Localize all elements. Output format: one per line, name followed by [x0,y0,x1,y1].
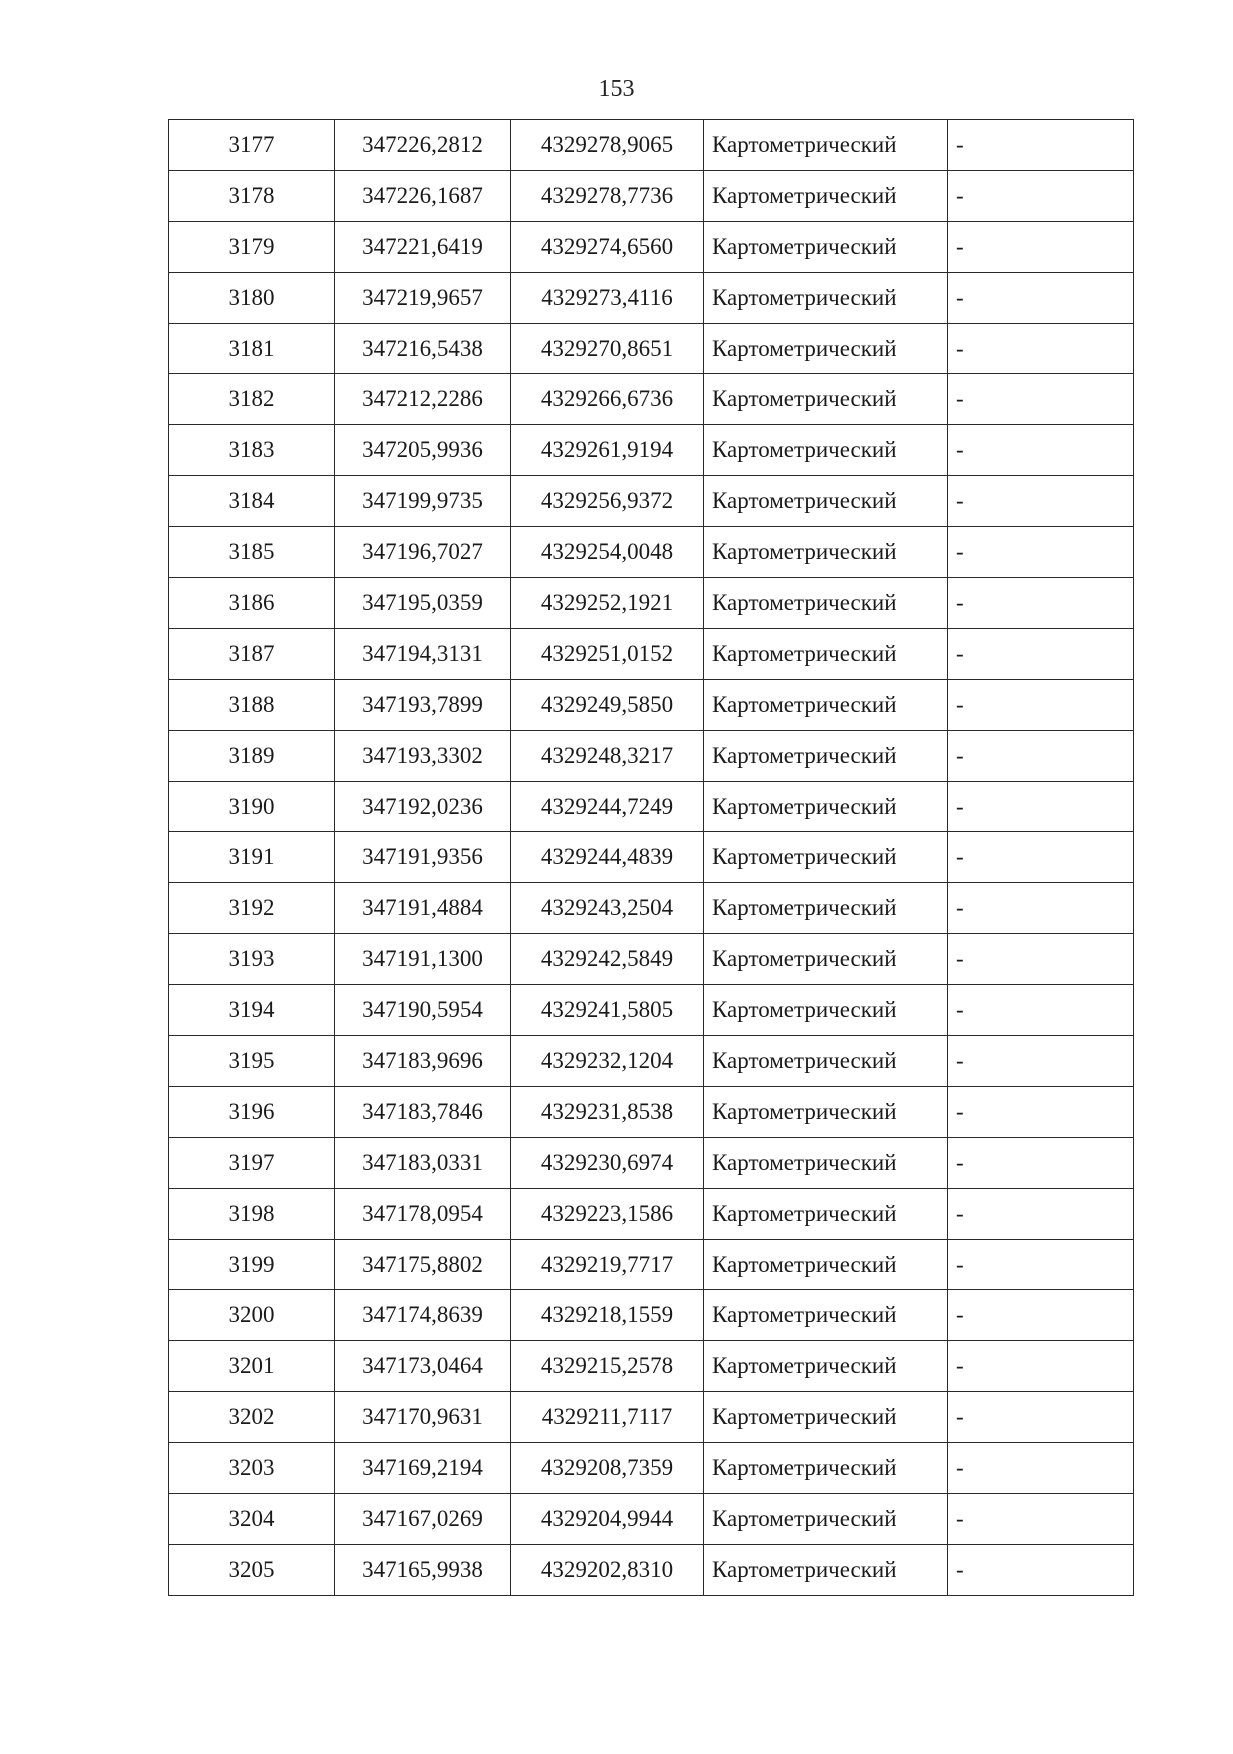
method-cell: Картометрический [704,1188,948,1239]
x-coordinate-cell: 347191,9356 [335,832,511,883]
y-coordinate-cell: 4329256,9372 [511,476,704,527]
x-coordinate-cell: 347174,8639 [335,1290,511,1341]
method-cell: Картометрический [704,1392,948,1443]
method-cell: Картометрический [704,323,948,374]
y-coordinate-cell: 4329219,7717 [511,1239,704,1290]
error-cell: - [948,1137,1134,1188]
error-cell: - [948,425,1134,476]
y-coordinate-cell: 4329270,8651 [511,323,704,374]
x-coordinate-cell: 347190,5954 [335,985,511,1036]
point-number-cell: 3204 [169,1494,335,1545]
point-number-cell: 3180 [169,272,335,323]
x-coordinate-cell: 347169,2194 [335,1443,511,1494]
y-coordinate-cell: 4329223,1586 [511,1188,704,1239]
point-number-cell: 3201 [169,1341,335,1392]
x-coordinate-cell: 347175,8802 [335,1239,511,1290]
y-coordinate-cell: 4329241,5805 [511,985,704,1036]
point-number-cell: 3177 [169,120,335,171]
error-cell: - [948,272,1134,323]
point-number-cell: 3200 [169,1290,335,1341]
x-coordinate-cell: 347191,1300 [335,934,511,985]
y-coordinate-cell: 4329230,6974 [511,1137,704,1188]
error-cell: - [948,832,1134,883]
point-number-cell: 3199 [169,1239,335,1290]
table-row [169,1290,1134,1341]
method-cell: Картометрический [704,1443,948,1494]
x-coordinate-cell: 347183,0331 [335,1137,511,1188]
method-cell: Картометрический [704,730,948,781]
method-cell: Картометрический [704,934,948,985]
point-number-cell: 3198 [169,1188,335,1239]
error-cell: - [948,170,1134,221]
point-number-cell: 3188 [169,679,335,730]
point-number-cell: 3191 [169,832,335,883]
table-row [169,1443,1134,1494]
method-cell: Картометрический [704,832,948,883]
table-row [169,781,1134,832]
point-number-cell: 3184 [169,476,335,527]
y-coordinate-cell: 4329273,4116 [511,272,704,323]
point-number-cell: 3194 [169,985,335,1036]
x-coordinate-cell: 347216,5438 [335,323,511,374]
error-cell: - [948,1443,1134,1494]
method-cell: Картометрический [704,1239,948,1290]
point-number-cell: 3202 [169,1392,335,1443]
point-number-cell: 3193 [169,934,335,985]
error-cell: - [948,985,1134,1036]
x-coordinate-cell: 347178,0954 [335,1188,511,1239]
error-cell: - [948,1036,1134,1087]
table-row [169,1036,1134,1087]
table-row [169,1137,1134,1188]
table-row [169,1239,1134,1290]
x-coordinate-cell: 347183,7846 [335,1086,511,1137]
error-cell: - [948,374,1134,425]
error-cell: - [948,679,1134,730]
point-number-cell: 3190 [169,781,335,832]
y-coordinate-cell: 4329274,6560 [511,221,704,272]
method-cell: Картометрический [704,781,948,832]
method-cell: Картометрический [704,425,948,476]
point-number-cell: 3181 [169,323,335,374]
table-row [169,1341,1134,1392]
error-cell: - [948,527,1134,578]
y-coordinate-cell: 4329278,7736 [511,170,704,221]
error-cell: - [948,934,1134,985]
table-row [169,476,1134,527]
method-cell: Картометрический [704,628,948,679]
y-coordinate-cell: 4329254,0048 [511,527,704,578]
error-cell: - [948,1392,1134,1443]
y-coordinate-cell: 4329244,4839 [511,832,704,883]
error-cell: - [948,1239,1134,1290]
method-cell: Картометрический [704,527,948,578]
error-cell: - [948,323,1134,374]
table-row [169,578,1134,629]
x-coordinate-cell: 347212,2286 [335,374,511,425]
table-row [169,374,1134,425]
point-number-cell: 3178 [169,170,335,221]
y-coordinate-cell: 4329215,2578 [511,1341,704,1392]
point-number-cell: 3189 [169,730,335,781]
y-coordinate-cell: 4329249,5850 [511,679,704,730]
point-number-cell: 3187 [169,628,335,679]
table-row [169,832,1134,883]
error-cell: - [948,1341,1134,1392]
table-row [169,425,1134,476]
table-row [169,730,1134,781]
point-number-cell: 3183 [169,425,335,476]
y-coordinate-cell: 4329211,7117 [511,1392,704,1443]
y-coordinate-cell: 4329251,0152 [511,628,704,679]
x-coordinate-cell: 347219,9657 [335,272,511,323]
x-coordinate-cell: 347205,9936 [335,425,511,476]
table-row [169,527,1134,578]
y-coordinate-cell: 4329202,8310 [511,1544,704,1595]
y-coordinate-cell: 4329232,1204 [511,1036,704,1087]
method-cell: Картометрический [704,1544,948,1595]
x-coordinate-cell: 347173,0464 [335,1341,511,1392]
y-coordinate-cell: 4329261,9194 [511,425,704,476]
method-cell: Картометрический [704,1290,948,1341]
point-number-cell: 3195 [169,1036,335,1087]
error-cell: - [948,120,1134,171]
error-cell: - [948,1188,1134,1239]
error-cell: - [948,221,1134,272]
point-number-cell: 3185 [169,527,335,578]
error-cell: - [948,1544,1134,1595]
error-cell: - [948,1086,1134,1137]
method-cell: Картометрический [704,578,948,629]
method-cell: Картометрический [704,476,948,527]
table-row [169,120,1134,171]
x-coordinate-cell: 347192,0236 [335,781,511,832]
table-row [169,679,1134,730]
table-row [169,272,1134,323]
table-row [169,628,1134,679]
point-number-cell: 3179 [169,221,335,272]
x-coordinate-cell: 347193,7899 [335,679,511,730]
point-number-cell: 3197 [169,1137,335,1188]
y-coordinate-cell: 4329244,7249 [511,781,704,832]
x-coordinate-cell: 347226,1687 [335,170,511,221]
table-row [169,883,1134,934]
point-number-cell: 3186 [169,578,335,629]
point-number-cell: 3192 [169,883,335,934]
page-number: 153 [598,76,635,102]
coordinates-table [168,119,1134,1596]
error-cell: - [948,1494,1134,1545]
coordinates-table-body [169,120,1134,1596]
table-row [169,985,1134,1036]
x-coordinate-cell: 347221,6419 [335,221,511,272]
x-coordinate-cell: 347183,9696 [335,1036,511,1087]
y-coordinate-cell: 4329243,2504 [511,883,704,934]
table-row [169,323,1134,374]
x-coordinate-cell: 347170,9631 [335,1392,511,1443]
method-cell: Картометрический [704,221,948,272]
error-cell: - [948,628,1134,679]
method-cell: Картометрический [704,1137,948,1188]
point-number-cell: 3182 [169,374,335,425]
y-coordinate-cell: 4329266,6736 [511,374,704,425]
point-number-cell: 3205 [169,1544,335,1595]
x-coordinate-cell: 347194,3131 [335,628,511,679]
y-coordinate-cell: 4329278,9065 [511,120,704,171]
table-row [169,934,1134,985]
error-cell: - [948,730,1134,781]
x-coordinate-cell: 347226,2812 [335,120,511,171]
table-row [169,1544,1134,1595]
x-coordinate-cell: 347196,7027 [335,527,511,578]
point-number-cell: 3196 [169,1086,335,1137]
x-coordinate-cell: 347167,0269 [335,1494,511,1545]
x-coordinate-cell: 347165,9938 [335,1544,511,1595]
method-cell: Картометрический [704,1086,948,1137]
method-cell: Картометрический [704,120,948,171]
method-cell: Картометрический [704,679,948,730]
y-coordinate-cell: 4329208,7359 [511,1443,704,1494]
table-row [169,1188,1134,1239]
x-coordinate-cell: 347195,0359 [335,578,511,629]
x-coordinate-cell: 347191,4884 [335,883,511,934]
method-cell: Картометрический [704,985,948,1036]
y-coordinate-cell: 4329252,1921 [511,578,704,629]
y-coordinate-cell: 4329218,1559 [511,1290,704,1341]
method-cell: Картометрический [704,1036,948,1087]
method-cell: Картометрический [704,272,948,323]
method-cell: Картометрический [704,883,948,934]
error-cell: - [948,476,1134,527]
error-cell: - [948,1290,1134,1341]
error-cell: - [948,781,1134,832]
y-coordinate-cell: 4329242,5849 [511,934,704,985]
method-cell: Картометрический [704,374,948,425]
table-row [169,1086,1134,1137]
table-row [169,170,1134,221]
y-coordinate-cell: 4329248,3217 [511,730,704,781]
point-number-cell: 3203 [169,1443,335,1494]
method-cell: Картометрический [704,1341,948,1392]
error-cell: - [948,578,1134,629]
error-cell: - [948,883,1134,934]
method-cell: Картометрический [704,170,948,221]
table-row [169,1494,1134,1545]
x-coordinate-cell: 347193,3302 [335,730,511,781]
y-coordinate-cell: 4329204,9944 [511,1494,704,1545]
table-row [169,221,1134,272]
method-cell: Картометрический [704,1494,948,1545]
x-coordinate-cell: 347199,9735 [335,476,511,527]
y-coordinate-cell: 4329231,8538 [511,1086,704,1137]
table-row [169,1392,1134,1443]
